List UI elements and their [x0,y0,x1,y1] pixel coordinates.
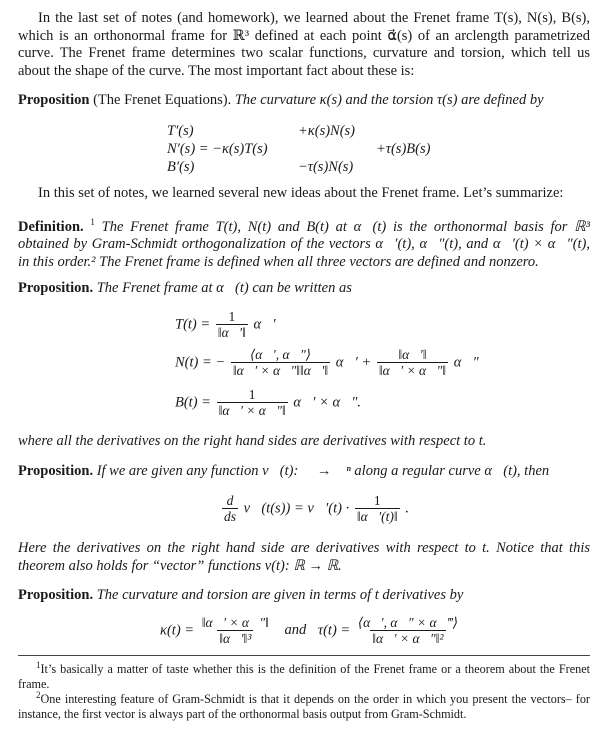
equation-chain-rule: $\frac{d}{ds}$ v⃗(t(s)) = v⃗′(t) · $\frac{1}{‖\alpha⃗'(t)‖}$ . [224,493,409,524]
proposition-heading: Proposition. [18,280,94,296]
fraction: $\frac{⟨\alpha⃗', \alpha⃗'' \times \alpha⃗‴⟩}{\text{‖α⃗′ × α⃗″‖²}}$ [357,615,458,646]
fraction: $\frac{1}{‖\alpha⃗'(t)‖}$ [356,493,398,524]
footnote-1: $^1$It’s basically a matter of taste whether this is the definition of the Frenet frame or a theorem about the Frenet frame. [18,660,590,692]
proposition-heading: Proposition [18,92,90,108]
derivatives-remark: where all the derivatives on the right hand sides are derivatives with respect to t. [18,433,487,449]
footnote-mark-1: 1 [90,217,95,227]
frenet-eq-B: B′(s) [167,159,195,175]
definition-statement: The Frenet frame T(t), N(t) and B(t) at α⃗(t) is the orthonormal basis for ℝ³ obtained by Gram-Schmidt orthogonalization of the vectors α⃗′(t), α⃗″(t), and α⃗′(t) × α⃗″(t), in this order.² The Frenet frame is defined when all three vectors are defined and nonzero. [18,218,590,271]
frenet-eq-T-term: +κ(s)N(s) [298,123,356,139]
summary-paragraph: In this set of notes, we learned several new ideas about the Frenet frame. Let’s summarize: [38,185,564,201]
fraction: $\frac{1}{‖\alpha⃗' \times \alpha⃗''‖}$ [218,387,286,418]
fraction: $\frac{⟨\alpha⃗', \alpha⃗''⟩}{‖\alpha⃗' \times \alpha⃗''‖‖\alpha⃗'‖}$ [232,347,329,378]
fraction: $\frac{‖\alpha⃗' \times \alpha⃗''‖}{\text{‖α⃗′‖³}}$ [201,615,269,646]
fraction: $\frac{1}{‖\alpha⃗'‖}$ [217,309,246,340]
equation-T: T(t) = $\frac{1}{‖\alpha⃗'‖}$ α⃗′ [175,309,276,340]
footnote-divider [18,655,590,656]
theorem-remark: Here the derivatives on the right hand side are derivatives with respect to t. Notice that this theorem also holds for “vector” functions v(t): ℝ → ℝ. [18,540,590,574]
frenet-eq-N-term: +τ(s)B(s) [376,141,431,157]
intro-paragraph: In the last set of notes (and homework), we learned about the Frenet frame T(s), N(s), B(s), which is an orthonormal frame for ℝ³ defined at each point α⃗(s) of an arclength parametrized curve. The Frenet frame determines two scalar functions, curvature and torsion, which tell us about the shape of the curve. The most important fact about these is: [18,10,590,79]
definition-frenet-frame [18,214,590,272]
frenet-eq-B-term: −τ(s)N(s) [298,159,354,175]
equation-N: N(t) = − $\frac{⟨\alpha⃗', \alpha⃗''⟩}{‖\alpha⃗' \times \alpha⃗''‖‖\alpha⃗'‖}$ α⃗′ + $\frac{‖\alpha⃗'‖}{‖\alpha⃗' \times \alpha⃗''‖}$ α⃗″ [175,347,479,378]
equation-B: B(t) = $\frac{1}{‖\alpha⃗' \times \alpha⃗''‖}$ α⃗′ × α⃗″. [175,387,362,418]
footnote-2: $^2$One interesting feature of Gram-Schmidt is that it depends on the order in which you present the vectors– for instance, the first vector is always part of the orthonormal basis output from Gram-Schmidt. [18,690,590,722]
definition-heading: Definition. [18,218,84,235]
proposition-parenthetical: (The Frenet Equations). [93,92,232,108]
proposition-heading: Proposition. [18,587,94,603]
proposition-heading: Proposition. [18,463,94,479]
proposition-statement: If we are given any function v⃗(t): ℝ → ℝⁿ along a regular curve α⃗(t), then [96,463,550,479]
proposition-curvature-torsion [18,587,590,605]
proposition-statement: The curvature and torsion are given in terms of t derivatives by [96,587,464,603]
proposition-chain-rule [18,463,590,481]
fraction: $\frac{d}{ds}$ [224,493,237,524]
equation-curvature-torsion: κ(t) = $\frac{‖\alpha⃗' \times \alpha⃗''‖}{\text{‖α⃗′‖³}}$ and τ(t) = $\frac{⟨\alpha⃗', \alpha⃗'' \times \alpha⃗‴⟩}{\text{‖α⃗′ × α⃗″‖²}}$ [160,615,458,646]
proposition-statement: The Frenet frame at α⃗(t) can be written as [96,280,352,296]
frenet-eq-N: N′(s) = −κ(s)T(s) [167,141,268,157]
proposition-statement: The curvature κ(s) and the torsion τ(s) are defined by [234,92,544,108]
fraction: $\frac{‖\alpha⃗'‖}{‖\alpha⃗' \times \alpha⃗''‖}$ [378,347,447,378]
proposition-frenet-equations [18,92,590,110]
frenet-eq-T: T′(s) [167,123,194,139]
proposition-frenet-formulas [18,280,590,298]
